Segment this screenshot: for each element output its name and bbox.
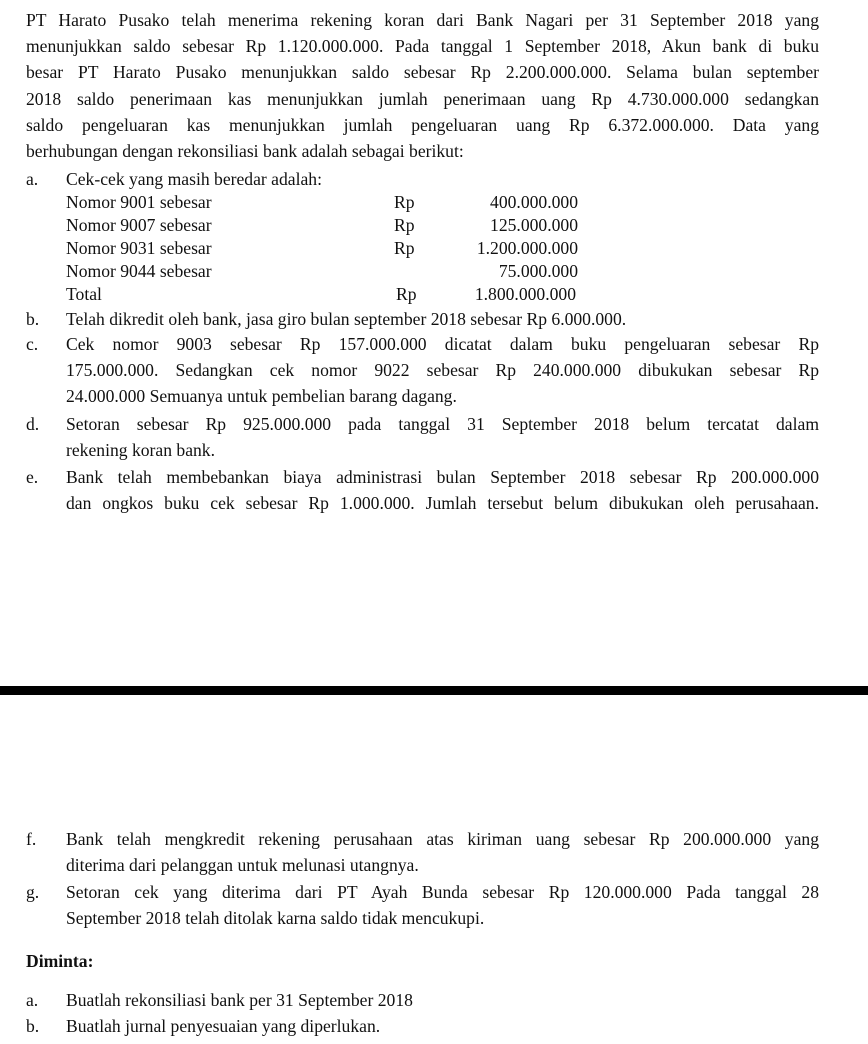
list-item-line: Cek nomor 9003 sebesar Rp 157.000.000 dicatat dalam buku pengeluaran sebesar Rp [66,334,819,354]
list-item-text: Buatlah jurnal penyesuaian yang diperlukan. [66,1016,381,1036]
list-marker: e. [26,467,39,487]
diminta-item-a [26,987,819,1013]
list-item-c [26,331,819,410]
list-item-text: Cek-cek yang masih beredar adalah: [66,169,322,189]
list-item-line: Bank telah mengkredit rekening perusahaan atas kiriman uang sebesar Rp 200.000.000 yang [66,829,819,849]
check-label: Nomor 9007 sebesar [66,215,212,235]
intro-line: saldo pengeluaran kas menunjukkan jumlah pengeluaran uang Rp 6.372.000.000. Data yang [26,114,819,135]
check-row [66,214,586,237]
list-item-body [66,464,819,516]
check-currency: Rp [394,192,415,212]
check-total-row [66,283,586,306]
check-currency: Rp [394,238,415,258]
list-item-line: Bank telah membebankan biaya administrasi bulan September 2018 sebesar Rp 200.000.000 [66,467,819,487]
list-marker: c. [26,334,39,354]
check-total-currency: Rp [396,284,417,304]
list-item-line: 24.000.000 Semuanya untuk pembelian barang dagang. [66,386,457,407]
check-total-label: Total [66,284,102,304]
page-break-divider [0,686,868,695]
intro-paragraph [26,7,819,164]
list-item-line: September 2018 telah ditolak karna saldo tidak mencukupi. [66,908,485,929]
list-item-body [66,879,819,931]
intro-line: 2018 saldo penerimaan kas menunjukkan jumlah penerimaan uang Rp 4.730.000.000 sedangkan [26,88,819,109]
list-item-b [26,306,819,332]
check-row [66,260,586,283]
list-item-line: diterima dari pelanggan untuk melunasi utangnya. [66,855,419,876]
intro-line: berhubungan dengan rekonsiliasi bank adalah sebagai berikut: [26,141,464,162]
list-item-body [66,411,819,463]
check-label: Nomor 9044 sebesar [66,261,212,281]
intro-line: PT Harato Pusako telah menerima rekening koran dari Bank Nagari per 31 September 2018 yang [26,10,819,30]
list-marker: g. [26,882,40,902]
list-item-line: Setoran cek yang diterima dari PT Ayah Bunda sebesar Rp 120.000.000 Pada tanggal 28 [66,882,819,902]
list-marker: f. [26,829,37,849]
list-item-body [66,826,819,878]
list-marker: a. [26,169,39,189]
check-currency: Rp [394,215,415,235]
check-amount: 75.000.000 [498,261,578,281]
list-marker: a. [26,990,39,1010]
list-marker: d. [26,414,40,434]
list-item-g [26,879,819,931]
list-item-line: 175.000.000. Sedangkan cek nomor 9022 sebesar Rp 240.000.000 dibukukan sebesar Rp [66,360,819,381]
check-label: Nomor 9031 sebesar [66,238,212,258]
list-item-body [66,331,819,410]
list-item-text: Buatlah rekonsiliasi bank per 31 September 2018 [66,990,413,1010]
list-item-a [26,166,819,192]
list-item-e [26,464,819,516]
intro-line: besar PT Harato Pusako menunjukkan saldo sebesar Rp 2.200.000.000. Selama bulan september [26,62,819,83]
check-label: Nomor 9001 sebesar [66,192,212,212]
diminta-heading: Diminta: [26,951,94,971]
intro-line: menunjukkan saldo sebesar Rp 1.120.000.000. Pada tanggal 1 September 2018, Akun bank di buku [26,36,819,57]
list-marker: b. [26,1016,40,1036]
check-row [66,191,586,214]
list-item-line: dan ongkos buku cek sebesar Rp 1.000.000. Jumlah tersebut belum dibukukan oleh perusahaan. [66,493,819,514]
list-item-line: rekening koran bank. [66,440,216,461]
list-item-f [26,826,819,878]
diminta-item-b [26,1013,819,1039]
outstanding-checks-table [66,191,586,306]
list-item-text: Telah dikredit oleh bank, jasa giro bulan september 2018 sebesar Rp 6.000.000. [66,309,627,329]
list-item-d [26,411,819,463]
list-marker: b. [26,309,40,329]
check-amount: 125.000.000 [490,215,578,235]
check-total-amount: 1.800.000.000 [474,284,576,304]
check-amount: 1.200.000.000 [476,238,578,258]
check-row [66,237,586,260]
check-amount: 400.000.000 [490,192,578,212]
list-item-line: Setoran sebesar Rp 925.000.000 pada tanggal 31 September 2018 belum tercatat dalam [66,414,819,434]
